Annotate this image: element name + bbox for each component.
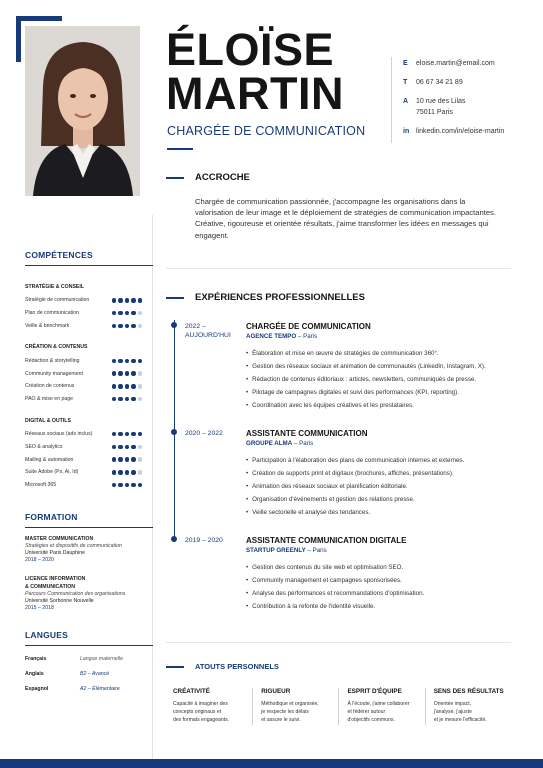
skill-level-dot (125, 311, 129, 315)
language-level-text: – Avancé (86, 670, 110, 677)
job-bullets (246, 561, 508, 613)
skill-level-dot (112, 483, 116, 487)
language-level-text: Langue maternelle (80, 655, 123, 662)
skill-level-dot (138, 311, 142, 315)
address-line2: 75011 Paris (416, 109, 453, 116)
job-title: ASSISTANTE COMMUNICATION DIGITALE (246, 536, 407, 545)
job-date-start: 2019 – 2020 (185, 537, 223, 544)
language-level-code: B2 (80, 670, 87, 677)
language-row (25, 681, 145, 696)
contact-block (403, 58, 504, 145)
skill-level-dot (112, 397, 116, 401)
education-school: Université Paris Dauphine (25, 549, 85, 556)
accroche-text: Chargée de communication passionnée, j'accompagne les organisations dans la valorisation de leur image et le déploiement de stratégies de communication impactantes. Créative, rigoureuse et orientée résultats, j'aime transformer les idées en messages qui engagent. (195, 197, 496, 240)
timeline-dot (171, 429, 177, 435)
job-body (246, 429, 508, 519)
accroche-title: ACCROCHE (195, 172, 250, 183)
skill-level-dot (131, 470, 135, 474)
skill-level-dot (125, 432, 129, 436)
job-date-start: 2022 – (185, 323, 206, 330)
skill-label: Stratégie de communication (25, 297, 90, 304)
atout-item (252, 688, 338, 725)
skill-level-dot (118, 359, 122, 363)
left-column (25, 250, 145, 696)
skill-level-dot (118, 457, 122, 461)
skill-row (25, 307, 142, 320)
skill-level-dots (112, 371, 142, 375)
skill-row (25, 479, 142, 492)
title-underline (167, 148, 193, 150)
job-company (246, 547, 508, 554)
job-bullet: • Contribution à la refonte de l'identité visuelle. (246, 600, 508, 613)
job-bullet: • Coordination avec les équipes créatives et les prestataires. (246, 399, 508, 412)
skill-level-dot (138, 324, 142, 328)
job-bullet: • Création de supports print et digitaux (brochures, affiches, présentations). (246, 467, 508, 480)
job-date-start: 2020 – 2022 (185, 430, 223, 437)
skill-level-dot (131, 384, 135, 388)
skill-row (25, 320, 142, 333)
formation-rule (25, 527, 153, 528)
contact-linkedin[interactable] (403, 126, 504, 137)
skill-level-dot (138, 483, 142, 487)
skill-level-dots (112, 445, 142, 449)
skill-level-dot (112, 470, 116, 474)
skill-level-dot (125, 298, 129, 302)
skill-level-dots (112, 324, 142, 328)
skill-level-dot (125, 384, 129, 388)
skill-level-dot (131, 457, 135, 461)
skill-level-dot (112, 359, 116, 363)
skill-row (25, 466, 142, 479)
atout-text: À l'écoute, j'aime collaborer (347, 701, 410, 707)
atout-text: concepts originaux et (173, 709, 222, 716)
competences-title: COMPÉTENCES (25, 250, 93, 260)
skill-level-dot (138, 470, 142, 474)
company-name: STARTUP GREENLY (246, 547, 306, 554)
education-subtitle: Stratégies et dispositifs de communication (25, 542, 122, 549)
job-location: – Paris (292, 440, 314, 447)
atouts-list (166, 688, 511, 725)
education-item (25, 536, 145, 565)
profile-photo (25, 26, 140, 196)
contact-email[interactable] (403, 58, 504, 69)
column-divider (152, 215, 153, 760)
email-text: eloise.martin@email.com (416, 60, 495, 67)
atout-text: Méthodique et organisée, (261, 701, 319, 707)
education-dates: 2018 – 2020 (25, 557, 54, 564)
atout-title: RIGUEUR (261, 688, 291, 695)
skill-label: SEO & analytics (25, 443, 63, 450)
atouts-heading (166, 662, 279, 671)
skill-level-dot (131, 371, 135, 375)
language-level (80, 686, 120, 692)
skill-level-dot (138, 359, 142, 363)
skill-level-dot (131, 483, 135, 487)
company-name: AGENCE TEMPO (246, 333, 297, 340)
skill-level-dots (112, 470, 142, 474)
heading-dash (166, 177, 184, 179)
job-location: – Paris (305, 547, 327, 554)
atout-text: j'analyse, j'ajuste (433, 709, 472, 716)
skill-level-dot (118, 432, 122, 436)
job-company (246, 440, 508, 447)
skill-level-dot (112, 311, 116, 315)
heading-dash (166, 297, 184, 299)
atout-item (338, 688, 424, 725)
job-bullet: • Gestion des réseaux sociaux et animation de communautés (LinkedIn, Instagram, X). (246, 360, 508, 373)
skill-label: Microsoft 365 (25, 482, 57, 489)
accroche-heading (166, 172, 250, 183)
skill-label: PAO & mise en page (25, 396, 74, 403)
name-first: ÉLOÏSE (166, 24, 335, 75)
skill-level-dot (125, 457, 129, 461)
skill-row (25, 294, 142, 307)
skill-level-dot (125, 470, 129, 474)
timeline-dot (171, 322, 177, 328)
langues-title: LANGUES (25, 630, 68, 641)
linkedin-text: linkedin.com/in/eloise-martin (416, 128, 505, 135)
skill-level-dot (125, 445, 129, 449)
skill-level-dots (112, 359, 142, 363)
candidate-name (166, 24, 344, 119)
skill-row (25, 367, 142, 380)
formation-title: FORMATION (25, 511, 78, 522)
skill-level-dot (131, 359, 135, 363)
skill-level-dot (131, 298, 135, 302)
skill-level-dot (138, 457, 142, 461)
address-icon: A (403, 98, 409, 105)
job-body (246, 536, 508, 613)
atout-text: Orientée impact, (433, 701, 472, 707)
address-line1: 10 rue des Lilas (416, 98, 466, 105)
skill-row (25, 393, 142, 406)
skill-level-dot (125, 359, 129, 363)
skill-label: Suite Adobe (Ps, Ai, Id) (25, 469, 79, 476)
skill-level-dot (138, 432, 142, 436)
skill-label: Réseaux sociaux (ads inclus) (25, 430, 93, 437)
experiences-heading (166, 292, 365, 303)
atout-text: d'objectifs communs. (347, 717, 395, 724)
job-bullet: • Community management et campagnes sponsorisées. (246, 574, 508, 587)
language-name: Français (25, 655, 47, 662)
skill-level-dots (112, 457, 142, 461)
competences-rule (25, 265, 153, 266)
skill-level-dot (131, 324, 135, 328)
skill-level-dot (112, 371, 116, 375)
skill-level-dot (112, 457, 116, 461)
skill-level-dots (112, 384, 142, 388)
skill-level-dot (138, 445, 142, 449)
job-dates (185, 429, 243, 438)
contact-divider (391, 57, 392, 143)
atout-item (166, 688, 252, 725)
skill-level-dot (131, 397, 135, 401)
skill-level-dot (118, 483, 122, 487)
phone-text: 06 67 34 21 89 (416, 79, 463, 86)
heading-dash (166, 666, 184, 668)
footer-bar (0, 759, 543, 768)
skill-label: Veille & benchmark (25, 322, 70, 329)
experiences-title: EXPÉRIENCES PROFESSIONNELLES (195, 292, 365, 303)
education-dates: 2015 – 2018 (25, 605, 54, 612)
job-dates (185, 322, 243, 340)
job-location: – Paris (296, 333, 318, 340)
skills-list (25, 284, 145, 492)
skill-level-dot (138, 371, 142, 375)
skill-level-dot (112, 324, 116, 328)
atout-text: Capacité à imaginer des (173, 701, 228, 707)
skill-label: Mailing & automation (25, 456, 74, 463)
atout-item (425, 688, 511, 725)
education-item (25, 576, 145, 612)
skill-level-dot (125, 324, 129, 328)
skill-level-dots (112, 298, 142, 302)
atout-title: CRÉATIVITÉ (173, 688, 210, 695)
phone-icon: T (403, 79, 408, 86)
skill-level-dot (112, 445, 116, 449)
job-company (246, 333, 508, 340)
name-last: MARTIN (166, 68, 344, 119)
education-degree: LICENCE INFORMATION (25, 576, 86, 583)
skill-level-dots (112, 432, 142, 436)
education-degree: MASTER COMMUNICATION (25, 535, 94, 542)
portrait-image (25, 26, 140, 196)
skill-level-dot (131, 432, 135, 436)
skill-level-dot (118, 397, 122, 401)
job-bullet: • Veille sectorielle et analyse des tendances. (246, 506, 508, 519)
atout-text: et assure le suivi. (261, 717, 301, 724)
atout-text: et fédérer autour (347, 709, 386, 716)
skill-level-dot (118, 311, 122, 315)
skill-label: Plan de communication (25, 310, 79, 317)
timeline-dot (171, 536, 177, 542)
contact-address (403, 96, 504, 118)
language-row (25, 651, 145, 666)
skill-level-dot (112, 384, 116, 388)
skill-row (25, 428, 142, 441)
atout-text: et je mesure l'efficacité. (433, 717, 487, 724)
skill-level-dot (138, 298, 142, 302)
section-divider (166, 268, 511, 269)
job-title: ASSISTANTE COMMUNICATION (246, 429, 368, 438)
skill-row (25, 453, 142, 466)
atout-text: je respecte les délais (261, 709, 309, 716)
language-level (80, 671, 109, 677)
skill-row (25, 380, 142, 393)
linkedin-icon: in (403, 128, 410, 135)
language-level-code: A2 (80, 685, 87, 692)
language-name: Espagnol (25, 685, 49, 692)
skill-group-title: CRÉATION & CONTENUS (25, 344, 88, 351)
skill-level-dot (112, 432, 116, 436)
job-bullet: • Gestion des contenus du site web et optimisation SEO. (246, 561, 508, 574)
skill-level-dot (118, 445, 122, 449)
job-date-end: AUJOURD'HUI (185, 332, 231, 339)
job-bullet: • Organisation d'événements et gestion des relations presse. (246, 493, 508, 506)
job-body (246, 322, 508, 412)
education-subtitle: Parcours Communication des organisations (25, 590, 126, 597)
job-bullets (246, 454, 508, 519)
skill-level-dots (112, 483, 142, 487)
job-bullet: • Rédaction de contenus éditoriaux : articles, newsletters, communiqués de presse. (246, 373, 508, 386)
skill-label: Rédaction & storytelling (25, 357, 80, 364)
skill-group-title: DIGITAL & OUTILS (25, 417, 71, 424)
section-divider (166, 642, 511, 643)
job-bullet: • Animation des réseaux sociaux et planification éditoriale. (246, 480, 508, 493)
atout-title: ESPRIT D'ÉQUIPE (347, 688, 402, 695)
skill-level-dot (138, 397, 142, 401)
atout-text: des formats engageants. (173, 717, 230, 724)
skill-level-dot (125, 483, 129, 487)
skill-level-dot (125, 397, 129, 401)
email-icon: E (403, 60, 408, 67)
skill-level-dot (125, 371, 129, 375)
skill-level-dot (118, 470, 122, 474)
education-degree-line2: & COMMUNICATION (25, 583, 76, 590)
skill-level-dot (138, 384, 142, 388)
atout-title: SENS DES RÉSULTATS (433, 688, 504, 695)
skill-label: Création de contenus (25, 383, 75, 390)
language-level (80, 656, 123, 662)
language-level-text: – Élémentaire (86, 685, 120, 692)
contact-phone[interactable] (403, 77, 504, 88)
job-bullet: • Pilotage de campagnes digitales et suivi des performances (KPI, reporting). (246, 386, 508, 399)
job-bullet: • Analyse des performances et recommandations d'optimisation. (246, 587, 508, 600)
skill-level-dot (112, 298, 116, 302)
language-row (25, 666, 145, 681)
skill-row (25, 440, 142, 453)
language-name: Anglais (25, 670, 44, 677)
education-school: Université Sorbonne Nouvelle (25, 597, 94, 604)
job-bullet: • Participation à l'élaboration des plans de communication internes et externes. (246, 454, 508, 467)
skill-level-dot (118, 384, 122, 388)
skill-level-dot (131, 311, 135, 315)
skill-level-dots (112, 397, 142, 401)
skill-level-dots (112, 311, 142, 315)
skill-level-dot (118, 298, 122, 302)
job-title: CHARGÉE DE COMMUNICATION (246, 322, 371, 331)
skill-level-dot (118, 324, 122, 328)
skill-label: Community management (25, 370, 83, 377)
job-title: CHARGÉE DE COMMUNICATION (167, 124, 366, 138)
job-bullet: • Élaboration et mise en œuvre de stratégies de communication 360°. (246, 347, 508, 360)
skill-group-title: STRATÉGIE & CONSEIL (25, 284, 84, 290)
job-dates (185, 536, 243, 545)
skill-level-dot (118, 371, 122, 375)
atouts-title: ATOUTS PERSONNELS (195, 662, 279, 671)
skill-row (25, 354, 142, 367)
job-bullets (246, 347, 508, 412)
skill-level-dot (131, 445, 135, 449)
company-name: GROUPE ALMA (246, 440, 293, 447)
